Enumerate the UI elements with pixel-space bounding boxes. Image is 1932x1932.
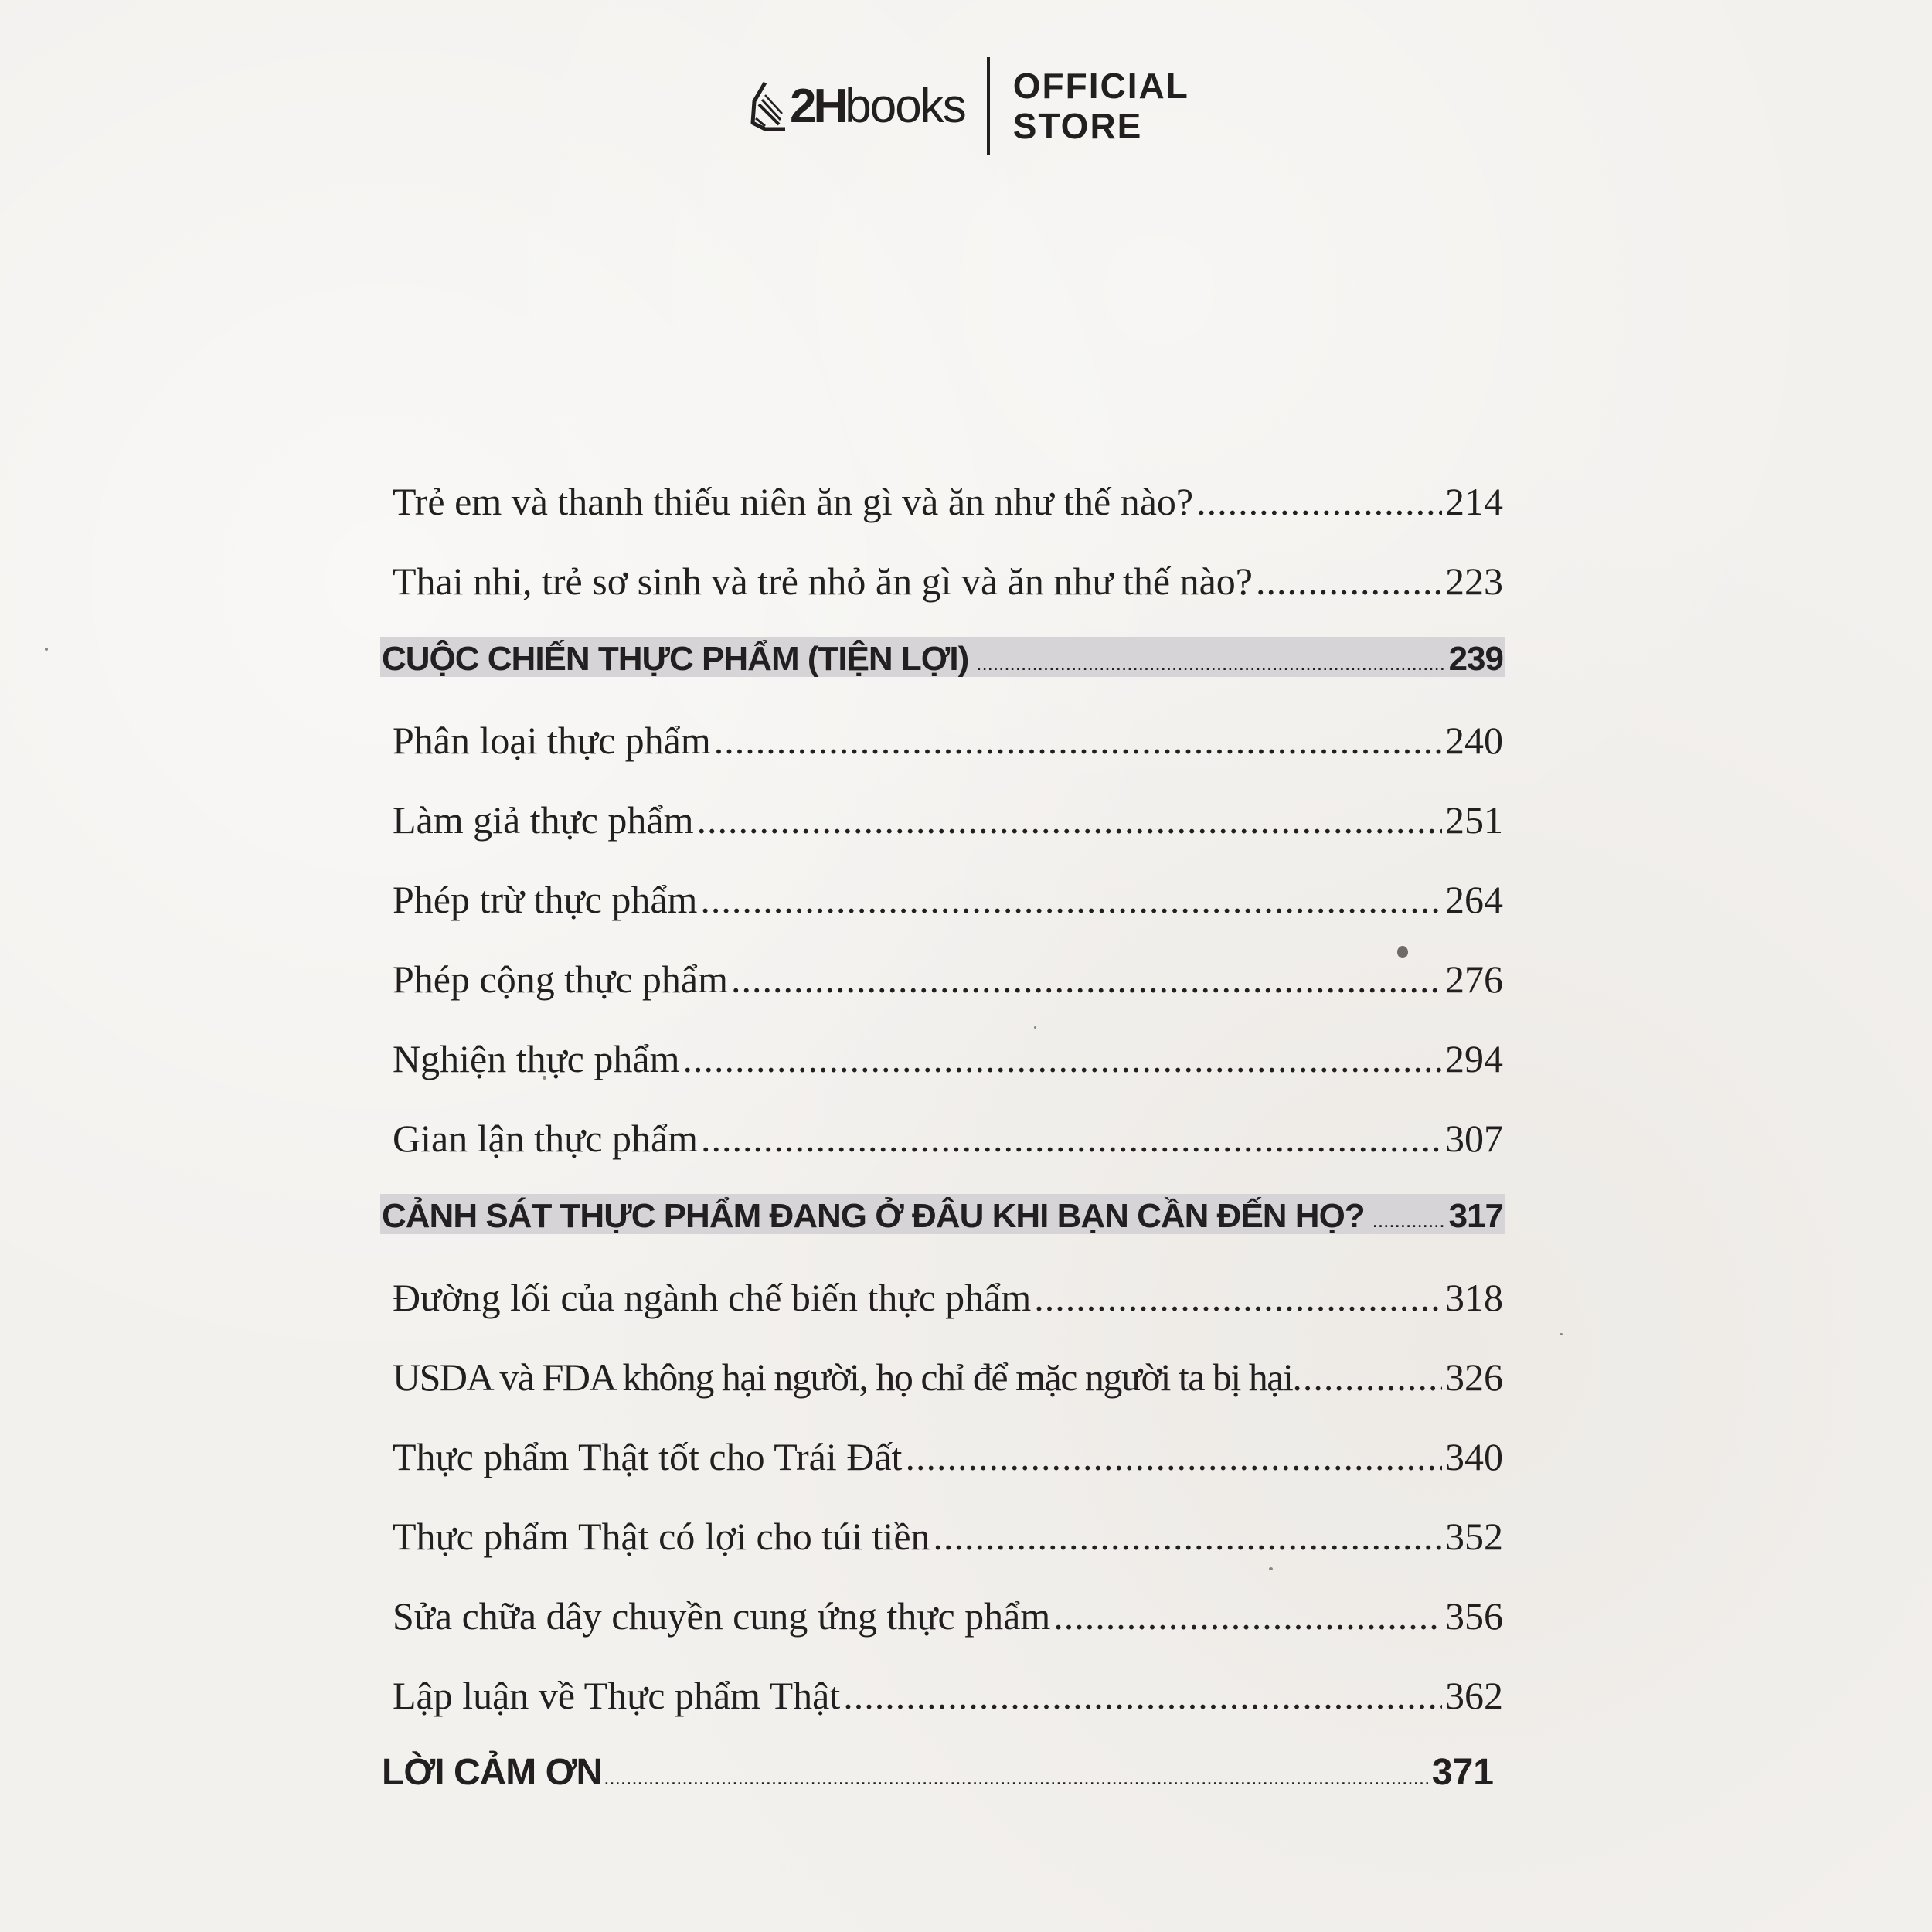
official-store-label	[1013, 66, 1189, 146]
toc-entry-title: Thực phẩm Thật có lợi cho túi tiền	[393, 1515, 930, 1558]
brand-logo	[748, 56, 1189, 156]
toc-entry	[380, 935, 1505, 1015]
toc-section-title: CUỘC CHIẾN THỰC PHẨM (TIỆN LỢI)	[382, 640, 969, 678]
toc-entry-page: 240	[1445, 719, 1503, 762]
toc-entry-page: 362	[1445, 1674, 1503, 1717]
toc-entry	[380, 776, 1505, 855]
dot-leader	[1196, 479, 1442, 524]
dot-leader	[682, 1036, 1442, 1081]
toc-entry-title: Phép trừ thực phẩm	[393, 878, 698, 921]
dot-leader	[714, 718, 1442, 763]
toc-section-title: CẢNH SÁT THỰC PHẨM ĐANG Ở ĐÂU KHI BẠN CẦN ĐẾN HỌ?	[382, 1197, 1365, 1235]
dot-leader	[905, 1434, 1442, 1479]
toc-entry-page: 307	[1445, 1117, 1503, 1160]
toc-entry-page: 340	[1445, 1435, 1503, 1478]
toc-entry	[380, 696, 1505, 776]
dot-leader	[934, 1514, 1442, 1559]
dot-leader	[1372, 1209, 1446, 1233]
toc-entry-page: 326	[1445, 1355, 1503, 1399]
toc-entry-title: Lập luận về Thực phẩm Thật	[393, 1674, 841, 1717]
toc-entry-title: Sửa chữa dây chuyền cung ứng thực phẩm	[393, 1594, 1051, 1638]
toc-entry	[380, 1651, 1505, 1731]
toc-entry	[380, 1413, 1505, 1492]
toc-final-title: LỜI CẢM ƠN	[382, 1752, 603, 1793]
toc-entry	[380, 1492, 1505, 1572]
table-of-contents	[380, 457, 1505, 1811]
toc-section-page: 317	[1448, 1197, 1503, 1235]
dot-leader	[1292, 1355, 1442, 1400]
toc-entry-title: Làm giả thực phẩm	[393, 798, 694, 842]
official-text: OFFICIAL	[1012, 66, 1189, 106]
open-book-icon	[748, 78, 788, 134]
toc-entry-title: Thai nhi, trẻ sơ sinh và trẻ nhỏ ăn gì và ăn như thế nào?	[393, 560, 1253, 603]
toc-entry-title: Trẻ em và thanh thiếu niên ăn gì và ăn như thế nào?	[393, 480, 1194, 523]
toc-entry-page: 318	[1445, 1276, 1503, 1319]
dot-leader	[700, 877, 1442, 922]
logo-books-text: books	[845, 79, 965, 133]
toc-entry-title: Nghiện thực phẩm	[393, 1037, 680, 1080]
dot-leader	[731, 957, 1442, 1002]
dot-leader	[696, 798, 1442, 842]
logo-wordmark	[748, 56, 965, 156]
toc-entry	[380, 457, 1505, 537]
logo-2h-text: 2H	[790, 79, 845, 133]
toc-entry-page: 223	[1445, 560, 1503, 603]
toc-final-heading	[380, 1731, 1505, 1811]
toc-entry-page: 264	[1445, 878, 1503, 921]
toc-section-page: 239	[1448, 640, 1503, 678]
toc-entry	[380, 1333, 1505, 1413]
dot-leader	[976, 651, 1445, 675]
toc-entry	[380, 1015, 1505, 1094]
toc-final-page: 371	[1431, 1752, 1494, 1793]
toc-entry	[380, 1253, 1505, 1333]
toc-entry-page: 356	[1445, 1594, 1503, 1638]
toc-entry	[380, 537, 1505, 617]
logo-divider	[987, 57, 990, 155]
dot-leader	[1053, 1594, 1442, 1638]
toc-entry-page: 352	[1445, 1515, 1503, 1558]
store-text: STORE	[1012, 106, 1143, 146]
toc-entry-title: USDA và FDA không hại người, họ chỉ để mặc người ta bị hại	[393, 1355, 1293, 1399]
dot-leader	[843, 1673, 1442, 1718]
toc-entry-title: Thực phẩm Thật tốt cho Trái Đất	[393, 1435, 903, 1478]
toc-entry-title: Đường lối của ngành chế biến thực phẩm	[393, 1276, 1032, 1319]
dot-leader	[701, 1116, 1442, 1161]
toc-entry-title: Phân loại thực phẩm	[393, 719, 711, 762]
toc-section-heading	[380, 617, 1505, 696]
dot-leader	[604, 1766, 1429, 1790]
toc-entry-title: Gian lận thực phẩm	[393, 1117, 699, 1160]
dot-leader	[1034, 1275, 1442, 1320]
toc-entry-page: 251	[1445, 798, 1503, 842]
toc-entry-page: 214	[1445, 480, 1503, 523]
toc-entry	[380, 1094, 1505, 1174]
toc-entry-title: Phép cộng thực phẩm	[393, 957, 728, 1001]
toc-entry	[380, 855, 1505, 935]
paper-speck	[45, 648, 48, 651]
paper-speck	[1560, 1333, 1563, 1335]
toc-entry-page: 294	[1445, 1037, 1503, 1080]
toc-section-heading	[380, 1174, 1505, 1253]
dot-leader	[1256, 559, 1442, 604]
toc-entry-page: 276	[1445, 957, 1503, 1001]
toc-entry	[380, 1572, 1505, 1651]
